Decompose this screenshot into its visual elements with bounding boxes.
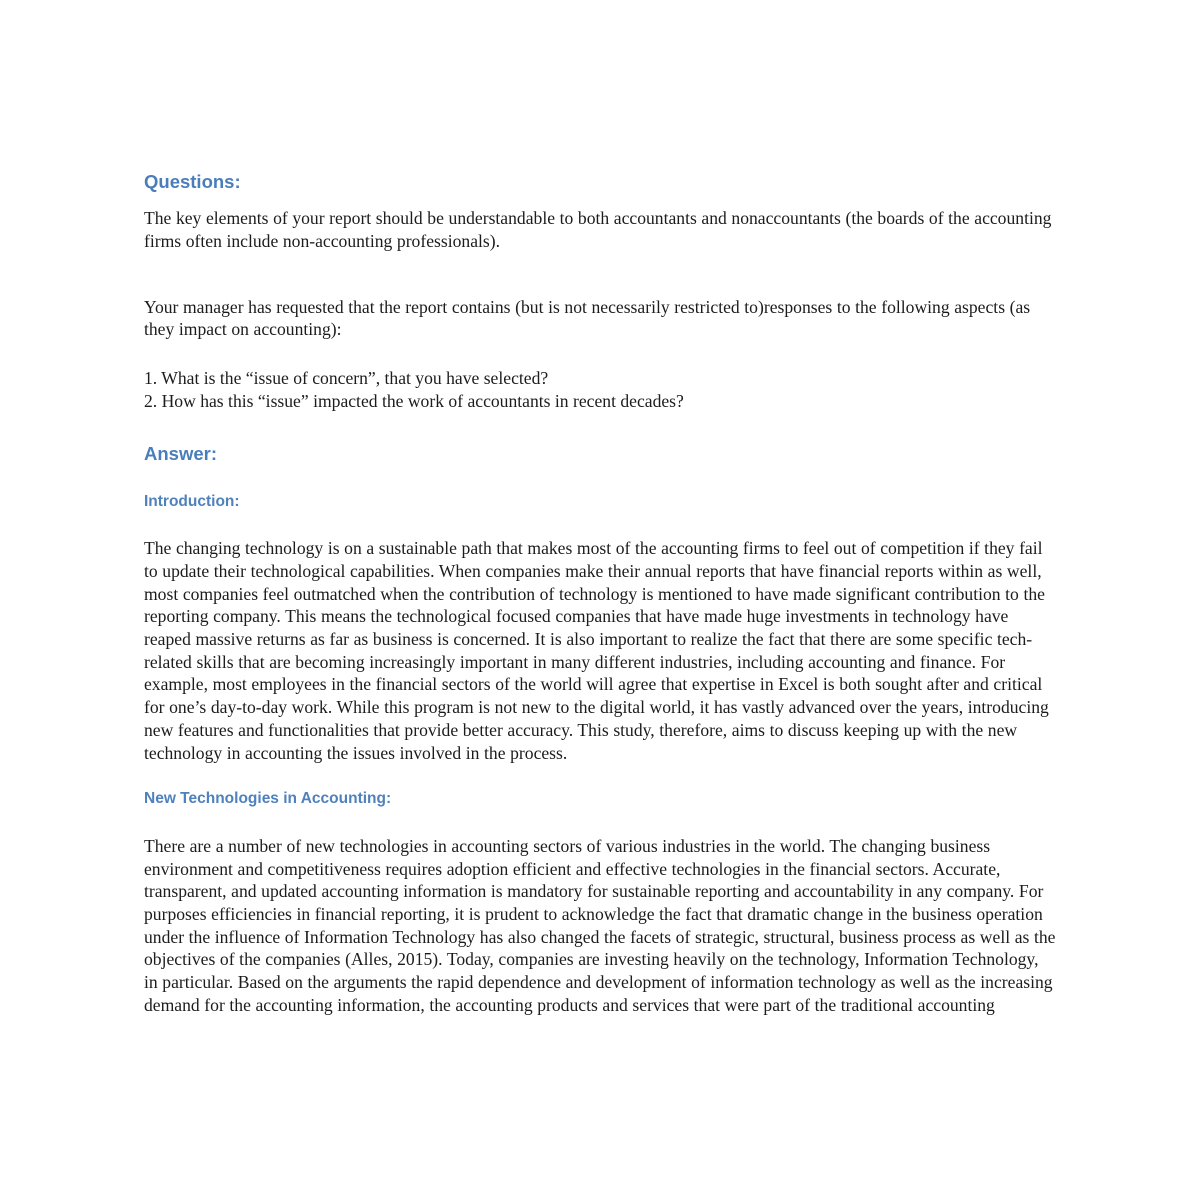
- spacer: [144, 341, 1062, 367]
- spacer: [144, 524, 1062, 537]
- document-content: [144, 142, 1062, 1016]
- new-technologies-heading: New Technologies in Accounting:: [144, 790, 392, 808]
- introduction-heading: Introduction:: [144, 492, 240, 510]
- spacer: [144, 480, 1062, 493]
- question-list: [144, 367, 1062, 412]
- blank-line-spacer: [144, 253, 1062, 276]
- spacer: [144, 764, 1062, 790]
- question-item-2: 2. How has this “issue” impacted the work of accountants in recent decades?: [144, 390, 684, 411]
- spacer: [144, 158, 1062, 171]
- new-technologies-body-paragraph: There are a number of new technologies in accounting sectors of various industries in the world. The changing business environment and competitiveness requires adoption efficient and effective technologies in the financial sectors. Accurate, transparent, and updated accounting information is mandatory for sustainable reporting and accountability in any company. For purposes efficiencies in financial reporting, it is prudent to acknowledge the fact that dramatic change in the business operation under the influence of Information Technology has also changed the facets of strategic, structural, business process as well as the objectives of the companies (Alles, 2015). Today, companies are investing heavily on the technology, Information Technology, in particular. Based on the arguments the rapid dependence and development of information technology as well as the increasing demand for the accounting information, the accounting products and services that were part of the traditional accounting: [144, 835, 1056, 1015]
- question-item-1: 1. What is the “issue of concern”, that you have selected?: [144, 368, 549, 388]
- introduction-body-paragraph: The changing technology is on a sustainable path that makes most of the accounting firms to feel out of competition if they fail to update their technological capabilities. When companies make their annual reports that have financial reports within as well, most companies feel outmatched when the contribution of technology is mentioned to have made significant contribution to the reporting company. This means the technological focused companies that have made huge investments in technology have reaped massive returns as far as business is concerned. It is also important to realize the fact that there are some specific tech-related skills that are becoming increasingly important in many different industries, including accounting and finance. For example, most employees in the financial sectors of the world will agree that expertise in Excel is both sought after and critical for one’s day-to-day work. While this program is not new to the digital world, it has vastly advanced over the years, introducing new features and functionalities that provide better accuracy. This study, therefore, aims to discuss keeping up with the new technology in accounting the issues involved in the process.: [144, 538, 1049, 763]
- spacer: [144, 412, 1062, 443]
- spacer: [144, 822, 1062, 835]
- questions-intro-paragraph-1: The key elements of your report should be understandable to both accountants and nonaccountants (the boards of the accounting firms often include non-accounting professionals).: [144, 208, 1052, 251]
- questions-heading: Questions:: [144, 171, 241, 192]
- spacer: [144, 276, 1062, 296]
- answer-heading: Answer:: [144, 443, 217, 465]
- questions-intro-paragraph-2: Your manager has requested that the report contains (but is not necessarily restricted to)responses to the following aspects (as they impact on accounting):: [144, 296, 1031, 340]
